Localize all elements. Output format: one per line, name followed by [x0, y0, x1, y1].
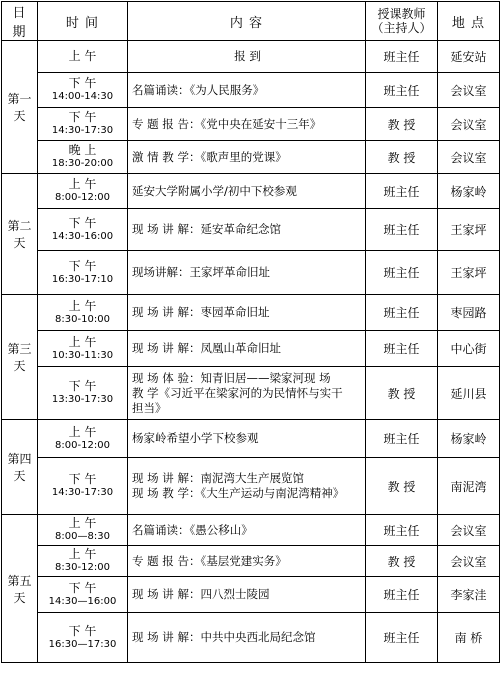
time-period: 上 午	[68, 547, 97, 561]
time-cell	[38, 515, 128, 546]
teacher-cell: 班主任	[366, 515, 438, 546]
header-place: 地 点	[438, 2, 500, 41]
day-label: 第二天	[2, 174, 38, 295]
content-line: 现场讲解：王家坪革命旧址	[132, 265, 270, 279]
time-cell	[38, 367, 128, 420]
schedule-row	[2, 108, 500, 141]
content-cell	[128, 108, 366, 141]
content-line: 担当》	[132, 400, 167, 415]
time-range: 13:30-17:30	[51, 394, 114, 405]
day-label: 第一天	[2, 41, 38, 174]
time-range: 16:30-17:10	[51, 273, 114, 285]
content-cell	[128, 141, 366, 174]
schedule-row	[2, 174, 500, 209]
time-cell	[38, 141, 128, 174]
schedule-row	[2, 367, 500, 420]
time-range: 8:00—8:30	[55, 531, 110, 542]
content-line: 名篇诵读：《为人民服务》	[132, 82, 265, 97]
time-range: 14:00-14:30	[51, 91, 114, 102]
header-teacher-text: 授课教师 （主持人）	[371, 7, 432, 35]
time-period: 下 午	[68, 472, 97, 486]
content-line: 杨家岭希望小学下校参观	[132, 431, 259, 445]
time-range: 14:30-17:30	[51, 487, 114, 498]
content-cell	[128, 295, 366, 331]
time-period: 下 午	[68, 379, 97, 393]
schedule-row	[2, 209, 500, 251]
time-period: 上 午	[68, 298, 97, 313]
content-cell	[128, 41, 366, 73]
header-row	[2, 2, 500, 41]
time-cell	[38, 577, 128, 613]
content-cell	[128, 331, 366, 367]
time-period: 上 午	[68, 516, 97, 530]
teacher-cell: 班主任	[366, 251, 438, 295]
place-cell: 会议室	[438, 546, 500, 577]
content-cell	[128, 251, 366, 295]
place-cell: 王家坪	[438, 251, 500, 295]
teacher-cell: 班主任	[366, 577, 438, 613]
place-cell: 延安站	[438, 41, 500, 73]
teacher-cell: 教 授	[366, 546, 438, 577]
schedule-row	[2, 41, 500, 73]
content-cell	[128, 174, 366, 209]
content-line: 教 学《习近平在梁家河的为民情怀与实干	[132, 385, 343, 400]
teacher-cell: 教 授	[366, 108, 438, 141]
teacher-cell: 班主任	[366, 331, 438, 367]
teacher-cell: 班主任	[366, 613, 438, 663]
place-cell: 南 桥	[438, 613, 500, 663]
schedule-row	[2, 577, 500, 613]
time-cell	[38, 41, 128, 73]
time-period: 上 午	[68, 424, 97, 439]
header-date: 日 期	[2, 2, 38, 41]
time-cell	[38, 73, 128, 108]
content-cell	[128, 613, 366, 663]
place-cell: 李家洼	[438, 577, 500, 613]
day-label: 第五天	[2, 515, 38, 663]
time-cell	[38, 613, 128, 663]
teacher-cell: 班主任	[366, 174, 438, 209]
time-range: 10:30-11:30	[51, 349, 114, 361]
place-cell: 杨家岭	[438, 174, 500, 209]
place-cell: 杨家岭	[438, 420, 500, 458]
schedule-row	[2, 251, 500, 295]
place-cell: 会议室	[438, 515, 500, 546]
teacher-cell: 班主任	[366, 209, 438, 251]
time-period: 上 午	[68, 334, 97, 349]
time-period: 下 午	[68, 623, 97, 638]
header-time: 时 间	[38, 2, 128, 41]
content-line: 现 场 体 验：知青旧居——梁家河现 场	[132, 370, 331, 385]
schedule-row	[2, 613, 500, 663]
place-cell: 会议室	[438, 141, 500, 174]
time-period: 上 午	[68, 177, 97, 191]
content-cell	[128, 458, 366, 515]
place-cell: 会议室	[438, 108, 500, 141]
teacher-cell: 班主任	[366, 73, 438, 108]
content-line: 名篇诵读：《愚公移山》	[132, 522, 253, 537]
schedule-row	[2, 458, 500, 515]
content-cell	[128, 577, 366, 613]
time-range: 8:30-10:00	[55, 313, 110, 325]
time-period: 下 午	[68, 258, 97, 273]
place-cell: 延川县	[438, 367, 500, 420]
time-period: 下 午	[68, 580, 97, 595]
content-line: 现 场 讲 解：延安革命纪念馆	[132, 222, 281, 236]
content-line: 现 场 讲 解：中共中央西北局纪念馆	[132, 630, 316, 644]
content-cell	[128, 367, 366, 420]
place-cell: 枣园路	[438, 295, 500, 331]
day-label: 第三天	[2, 295, 38, 420]
content-cell	[128, 209, 366, 251]
time-cell	[38, 295, 128, 331]
time-range: 14:30-16:00	[51, 230, 114, 242]
schedule-row	[2, 331, 500, 367]
place-cell: 会议室	[438, 73, 500, 108]
time-range: 8:00-12:00	[55, 439, 110, 451]
time-cell	[38, 546, 128, 577]
time-cell	[38, 174, 128, 209]
teacher-cell: 教 授	[366, 141, 438, 174]
teacher-cell: 班主任	[366, 295, 438, 331]
time-cell	[38, 251, 128, 295]
content-line: 专 题 报 告：《党中央在延安十三年》	[132, 116, 322, 131]
schedule-row	[2, 141, 500, 174]
time-range: 16:30—17:30	[48, 638, 117, 650]
schedule-row	[2, 420, 500, 458]
content-line: 专 题 报 告：《基层党建实务》	[132, 553, 287, 568]
content-line: 延安大学附属小学/初中下校参观	[132, 183, 297, 198]
content-cell	[128, 515, 366, 546]
time-period: 下 午	[68, 76, 97, 90]
place-cell: 南泥湾	[438, 458, 500, 515]
schedule-row	[2, 73, 500, 108]
content-line: 现 场 讲 解：枣园革命旧址	[132, 305, 270, 319]
time-cell	[38, 420, 128, 458]
content-cell	[128, 546, 366, 577]
time-range: 8:30-12:00	[55, 562, 110, 573]
teacher-cell: 班主任	[366, 41, 438, 73]
time-range: 14:30—16:00	[48, 595, 117, 607]
time-range: 8:00-12:00	[55, 192, 110, 203]
time-range: 18:30-20:00	[51, 158, 114, 169]
schedule-body	[2, 41, 500, 663]
teacher-cell: 班主任	[366, 420, 438, 458]
time-period: 上 午	[68, 49, 97, 63]
content-line: 报 到	[234, 49, 261, 63]
content-cell	[128, 73, 366, 108]
teacher-cell: 教 授	[366, 458, 438, 515]
time-period: 下 午	[68, 110, 97, 124]
time-cell	[38, 331, 128, 367]
time-period: 下 午	[68, 215, 97, 230]
schedule-table	[1, 1, 500, 663]
day-label: 第四天	[2, 420, 38, 515]
time-cell	[38, 458, 128, 515]
content-line: 现 场 讲 解：凤凰山革命旧址	[132, 341, 281, 355]
content-line: 激 情 教 学：《歌声里的党课》	[132, 149, 287, 164]
content-cell	[128, 420, 366, 458]
schedule-row	[2, 546, 500, 577]
schedule-row	[2, 515, 500, 546]
content-line: 现 场 教 学：《大生产运动与南泥湾精神》	[132, 486, 345, 500]
schedule-row	[2, 295, 500, 331]
content-line: 现 场 讲 解：四八烈士陵园	[132, 587, 270, 601]
place-cell: 中心街	[438, 331, 500, 367]
header-teacher	[366, 2, 438, 41]
time-range: 14:30-17:30	[51, 125, 114, 136]
time-cell	[38, 209, 128, 251]
teacher-cell: 教 授	[366, 367, 438, 420]
time-period: 晚 上	[68, 143, 97, 157]
header-content: 内 容	[128, 2, 366, 41]
content-line: 现 场 讲 解：南泥湾大生产展览馆	[132, 471, 304, 485]
time-cell	[38, 108, 128, 141]
place-cell: 王家坪	[438, 209, 500, 251]
